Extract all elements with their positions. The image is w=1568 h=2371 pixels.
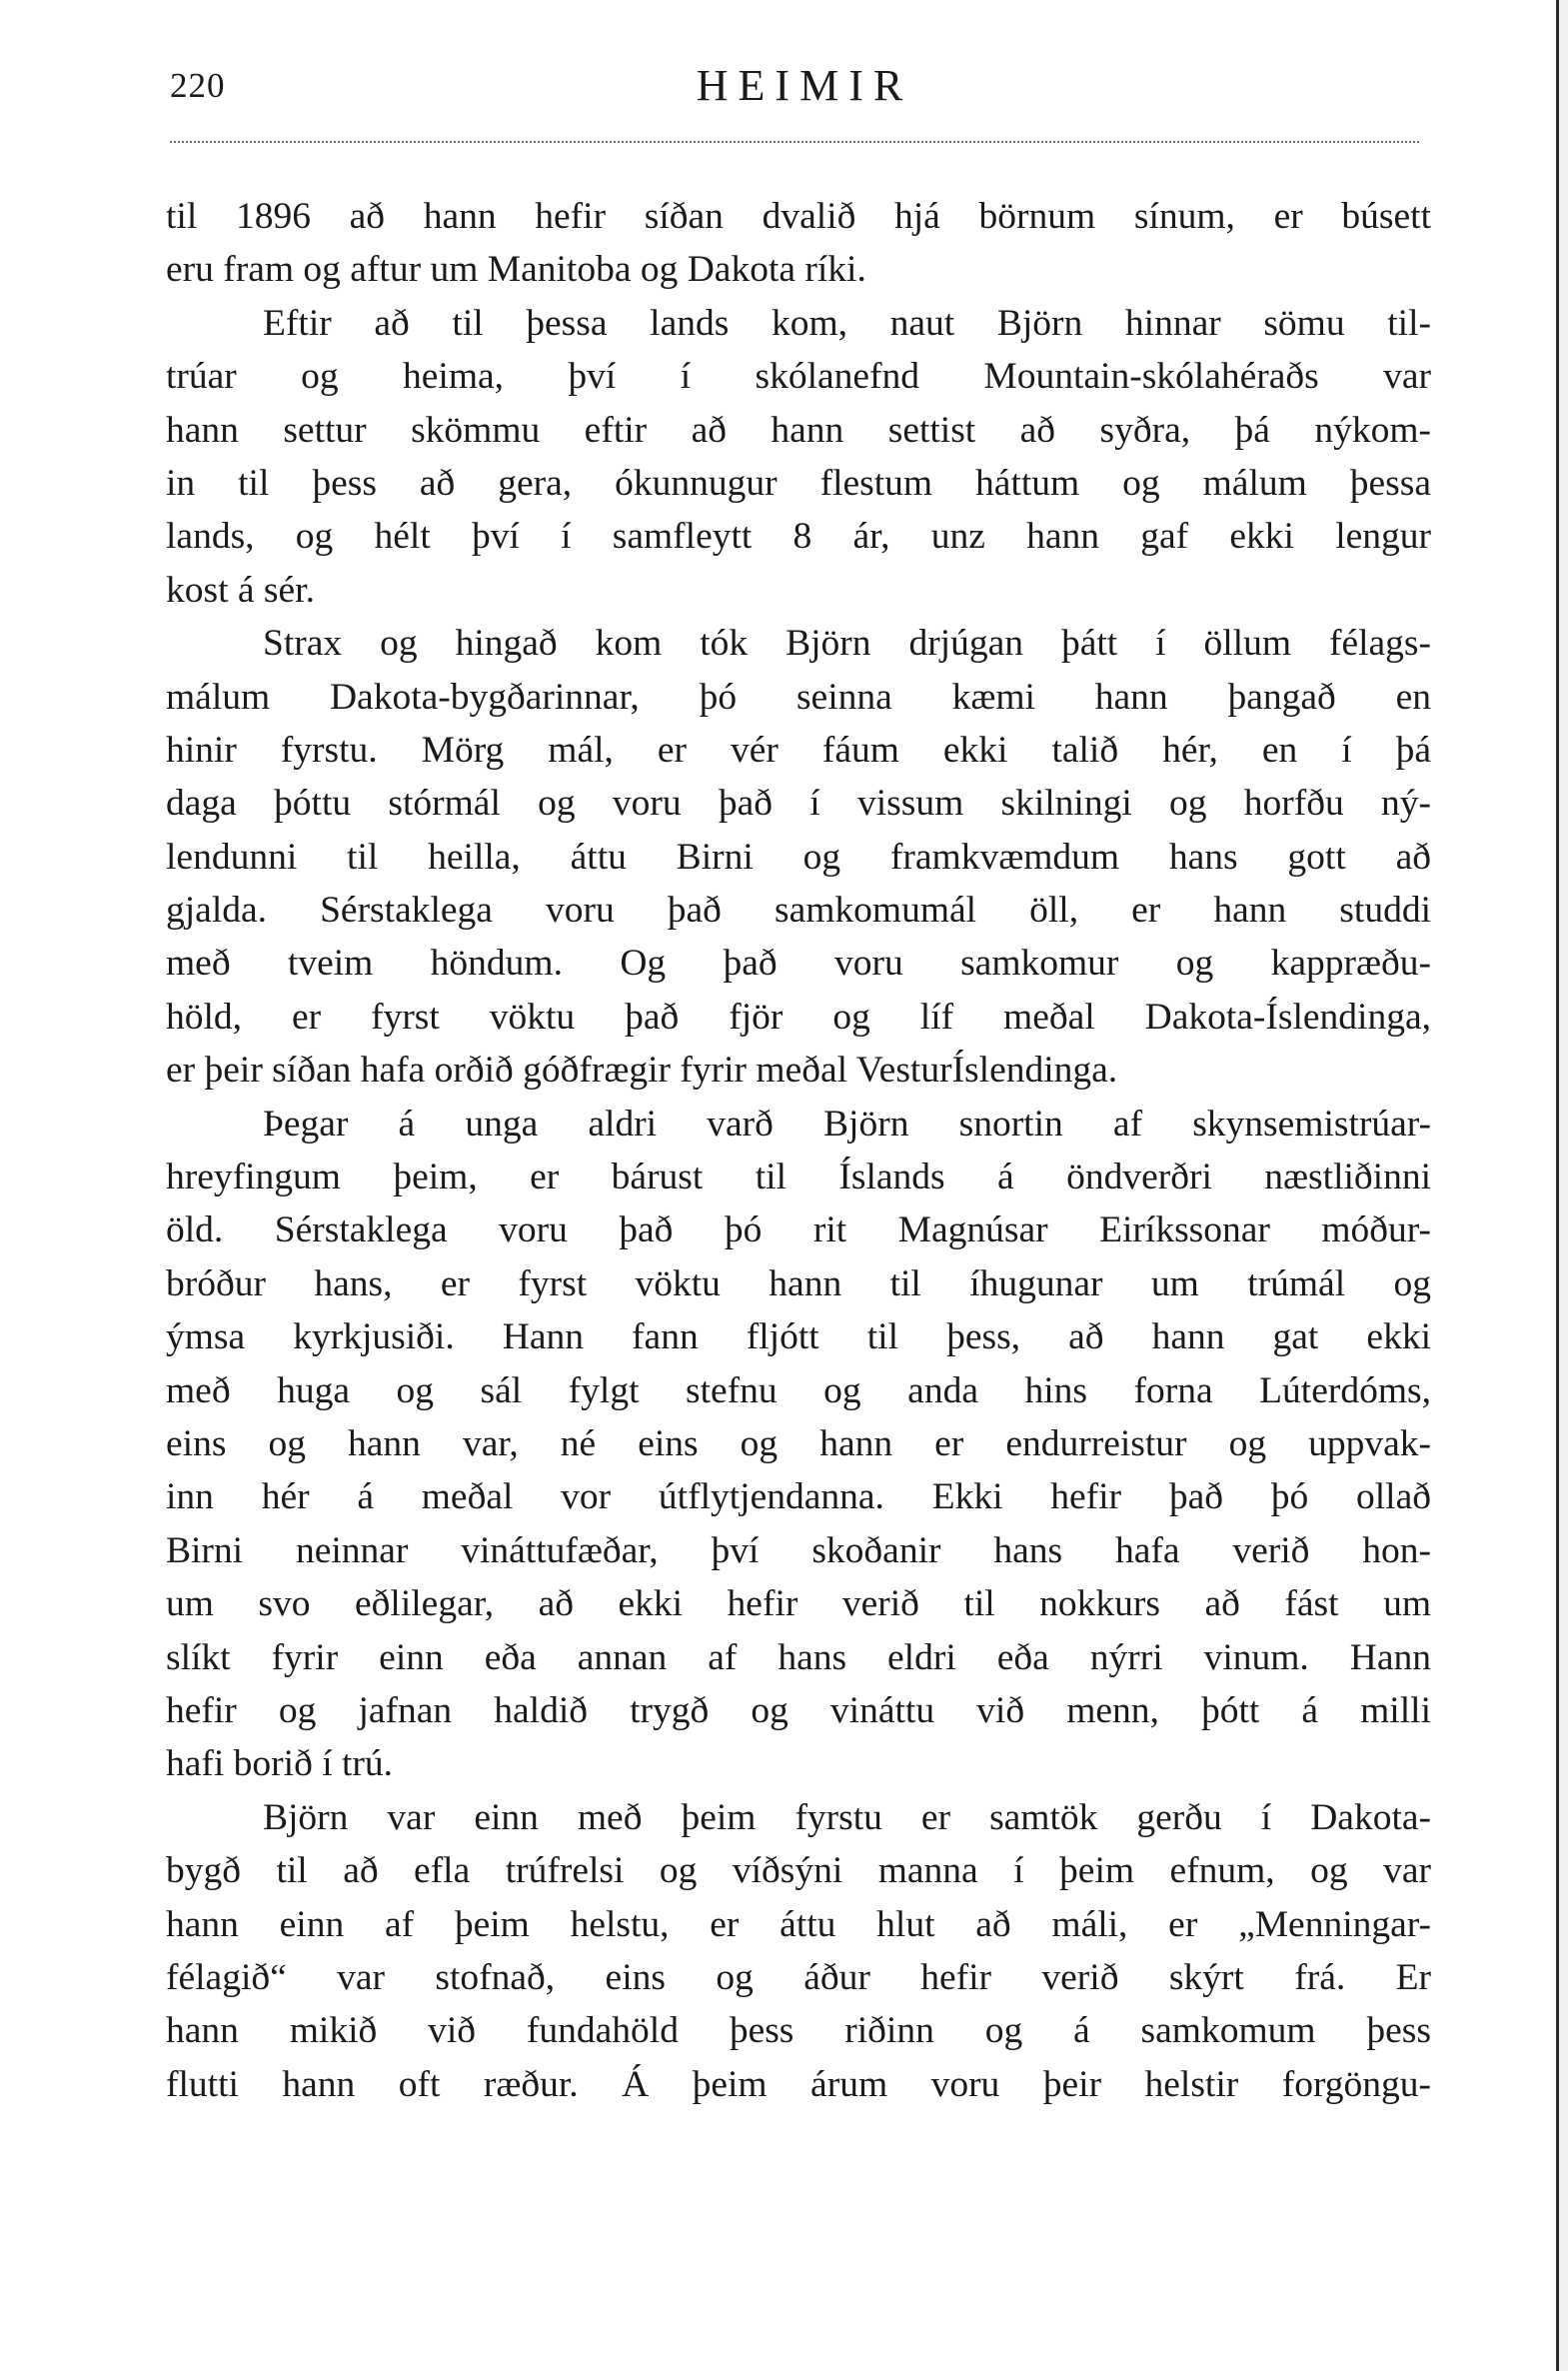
text-line: öld. Sérstaklega voru það þó rit Magnúsar Eiríkssonar móður- <box>166 1209 1431 1251</box>
running-head <box>170 60 1429 130</box>
text-line: hann settur skömmu eftir að hann settist að syðra, þá nýkom- <box>166 409 1431 451</box>
text-line: Eftir að til þessa lands kom, naut Björn hinnar sömu til- <box>263 302 1431 344</box>
text-line: hefir og jafnan haldið trygð og vináttu við menn, þótt á milli <box>166 1689 1431 1731</box>
text-line: slíkt fyrir einn eða annan af hans eldri eða nýrri vinum. Hann <box>166 1636 1431 1678</box>
text-line: eins og hann var, né eins og hann er endurreistur og uppvak- <box>166 1422 1431 1464</box>
text-line: gjalda. Sérstaklega voru það samkomumál öll, er hann studdi <box>166 890 1431 932</box>
header-rule <box>170 141 1419 143</box>
text-line: Strax og hingað kom tók Björn drjúgan þátt í öllum félags- <box>263 623 1431 665</box>
text-line: félagið“ var stofnað, eins og áður hefir verið skýrt frá. Er <box>166 1956 1431 1998</box>
page-edge-border <box>1556 0 1568 2371</box>
text-line: Björn var einn með þeim fyrstu er samtök gerðu í Dakota- <box>263 1796 1431 1838</box>
text-line: kost á sér. <box>166 569 315 611</box>
journal-title: HEIMIR <box>696 61 913 110</box>
text-line: lendunni til heilla, áttu Birni og framkvæmdum hans gott að <box>166 836 1431 878</box>
text-line: lands, og hélt því í samfleytt 8 ár, unz hann gaf ekki lengur <box>166 516 1431 558</box>
text-line: daga þóttu stórmál og voru það í vissum skilningi og horfðu ný- <box>166 783 1431 825</box>
page-number: 220 <box>170 66 226 105</box>
text-line: til 1896 að hann hefir síðan dvalið hjá börnum sínum, er búsett <box>166 196 1431 237</box>
text-line: in til þess að gera, ókunnugur flestum háttum og málum þessa <box>166 462 1431 504</box>
text-line: er þeir síðan hafa orðið góðfrægir fyrir meðal VesturÍslendinga. <box>166 1050 1118 1092</box>
text-line: með huga og sál fylgt stefnu og anda hins forna Lúterdóms, <box>166 1369 1431 1411</box>
text-line: flutti hann oft ræður. Á þeim árum voru þeir helstir forgöngu- <box>166 2063 1431 2105</box>
text-line: höld, er fyrst vöktu það fjör og líf meðal Dakota-Íslendinga, <box>166 996 1431 1038</box>
body-text <box>166 190 1431 2111</box>
text-line: inn hér á meðal vor útflytjendanna. Ekki hefir það þó ollað <box>166 1476 1431 1518</box>
text-line: hann mikið við fundahöld þess riðinn og á samkomum þess <box>166 2010 1431 2052</box>
text-line: hafi borið í trú. <box>166 1743 394 1785</box>
text-line: ýmsa kyrkjusiði. Hann fann fljótt til þess, að hann gat ekki <box>166 1316 1431 1358</box>
text-line: með tveim höndum. Og það voru samkomur og kappræðu- <box>166 943 1431 985</box>
text-line: Birni neinnar vináttufæðar, því skoðanir hans hafa verið hon- <box>166 1529 1431 1571</box>
text-line: eru fram og aftur um Manitoba og Dakota ríki. <box>166 249 866 291</box>
text-line: Þegar á unga aldri varð Björn snortin af skynsemistrúar- <box>263 1103 1431 1145</box>
text-line: um svo eðlilegar, að ekki hefir verið til nokkurs að fást um <box>166 1583 1431 1625</box>
text-line: hinir fyrstu. Mörg mál, er vér fáum ekki talið hér, en í þá <box>166 729 1431 771</box>
text-line: málum Dakota-bygðarinnar, þó seinna kæmi hann þangað en <box>166 676 1431 718</box>
text-line: hann einn af þeim helstu, er áttu hlut að máli, er „Menningar- <box>166 1903 1431 1945</box>
text-line: trúar og heima, því í skólanefnd Mountain-skólahéraðs var <box>166 356 1431 398</box>
text-line: bygð til að efla trúfrelsi og víðsýni manna í þeim efnum, og var <box>166 1850 1431 1892</box>
text-line: hreyfingum þeim, er bárust til Íslands á öndverðri næstliðinni <box>166 1157 1431 1198</box>
text-line: bróður hans, er fyrst vöktu hann til íhugunar um trúmál og <box>166 1262 1431 1304</box>
